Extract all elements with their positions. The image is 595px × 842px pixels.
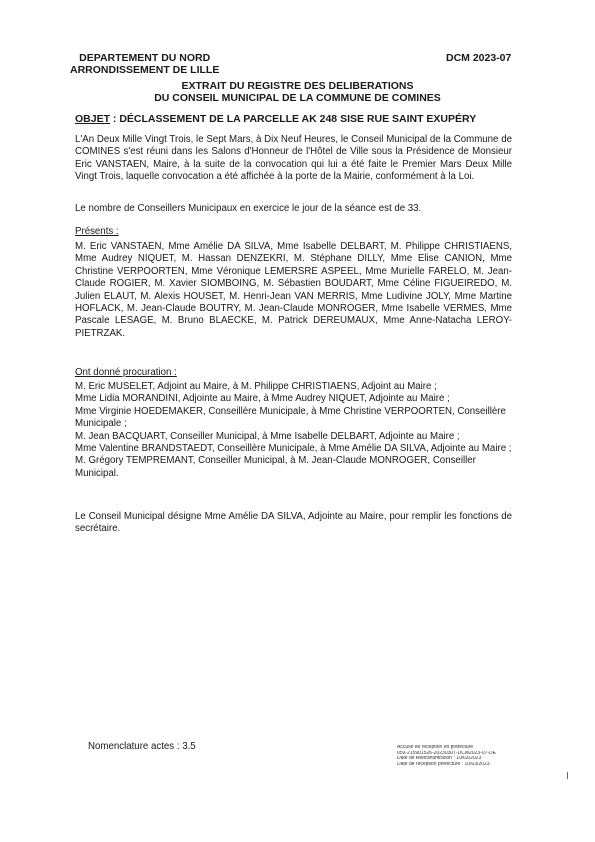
arrondissement-name: ARRONDISSEMENT DE LILLE xyxy=(70,64,220,76)
stamp-line: Date de réception préfecture : 10/03/2023 xyxy=(397,761,490,767)
stamp-line: Date de télétransmission : 10/03/2023 xyxy=(397,756,482,762)
presents-label: Présents : xyxy=(75,226,119,237)
document-title xyxy=(0,80,595,104)
prefecture-stamp xyxy=(397,745,513,767)
procuration-item: M. Eric MUSELET, Adjoint au Maire, à M. Philippe CHRISTIAENS, Adjoint au Maire ; xyxy=(75,381,437,392)
intro-paragraph: L'An Deux Mille Vingt Trois, le Sept Mars, à Dix Neuf Heures, le Conseil Municipal de la Commune de COMINES s'est réuni dans les Salons d'Honneur de l'Hôtel de Ville sous la Présidence de Monsieur Eric VANSTAEN, Maire, à la suite de la convocation qui lui a été faite le Premier Mars Deux Mille Vingt Trois, laquelle convocation a été affichée à la porte de la Mairie, conformément à la Loi. xyxy=(75,134,512,183)
department-name: DEPARTEMENT DU NORD xyxy=(79,52,211,64)
procuration-item: Mme Lidia MORANDINI, Adjointe au Maire, à Mme Audrey NIQUET, Adjointe au Maire ; xyxy=(75,393,450,405)
secretary-paragraph: Le Conseil Municipal désigne Mme Amélie DA SILVA, Adjointe au Maire, pour remplir les fonctions de secrétaire. xyxy=(75,511,512,535)
procuration-item: M. Grégory TEMPREMANT, Conseiller Municipal, à M. Jean-Claude MONROGER, Conseiller Municipal. xyxy=(75,455,476,479)
member-count-paragraph: Le nombre de Conseillers Municipaux en exercice le jour de la séance est de 33. xyxy=(75,203,422,214)
subject-text: : DÉCLASSEMENT DE LA PARCELLE AK 248 SISE RUE SAINT EXUPÉRY xyxy=(110,113,477,125)
title-line-1: EXTRAIT DU REGISTRE DES DELIBERATIONS xyxy=(181,80,414,92)
procuration-item: Mme Virginie HOEDEMAKER, Conseillère Municipale, à Mme Christine VERPOORTEN, Conseillère Municipale ; xyxy=(75,405,506,430)
procuration-item: M. Jean BACQUART, Conseiller Municipal, à Mme Isabelle DELBART, Adjointe au Maire ; xyxy=(75,430,460,442)
stamp-line: Accusé de réception en préfecture xyxy=(397,745,474,750)
issuer-block xyxy=(70,52,219,76)
stamp-line: 059-215901526-20230307-DCM2023-07-DE xyxy=(397,750,496,756)
procuration-item: Mme Valentine BRANDSTAEDT, Conseillère Municipale, à Mme Amélie DA SILVA, Adjointe au Maire ; xyxy=(75,443,512,455)
subject-label: OBJET xyxy=(75,113,111,125)
procuration-label: Ont donné procuration : xyxy=(75,367,177,378)
nomenclature: Nomenclature actes : 3.5 xyxy=(88,741,196,752)
presents-list: M. Eric VANSTAEN, Mme Amélie DA SILVA, Mme Isabelle DELBART, M. Philippe CHRISTIAENS, Mme Audrey NIQUET, M. Hassan DENZEKRI, M. Stéphane DILLY, Mme Elise CANION, Mme Christine VERPOORTEN, Mme Véronique LEMERSRE ASPEEL, Mme Murielle FARELO, M. Jean-Claude ROGIER, M. Xavier SIOMBOING, M. Sébastien BOUDART, Mme Céline FIGUEIREDO, M. Julien ELAUT, M. Alexis HOUSET, M. Henri-Jean VAN MERRIS, Mme Ludivine JOLY, Mme Martine HOFLACK, M. Jean-Claude BOUTRY, M. Jean-Claude MONROGER, Mme Isabelle VERMES, Mme Pascale LESAGE, M. Bruno BLAECKE, M. Patrick DEREUMAUX, Mme Anne-Natacha LEROY-PIETRZAK. xyxy=(75,241,512,339)
title-line-2: DU CONSEIL MUNICIPAL DE LA COMMUNE DE COMINES xyxy=(154,92,441,104)
subject-line xyxy=(75,113,515,125)
procuration-list xyxy=(75,381,512,480)
scan-mark xyxy=(567,772,568,779)
document-reference: DCM 2023-07 xyxy=(446,52,512,64)
